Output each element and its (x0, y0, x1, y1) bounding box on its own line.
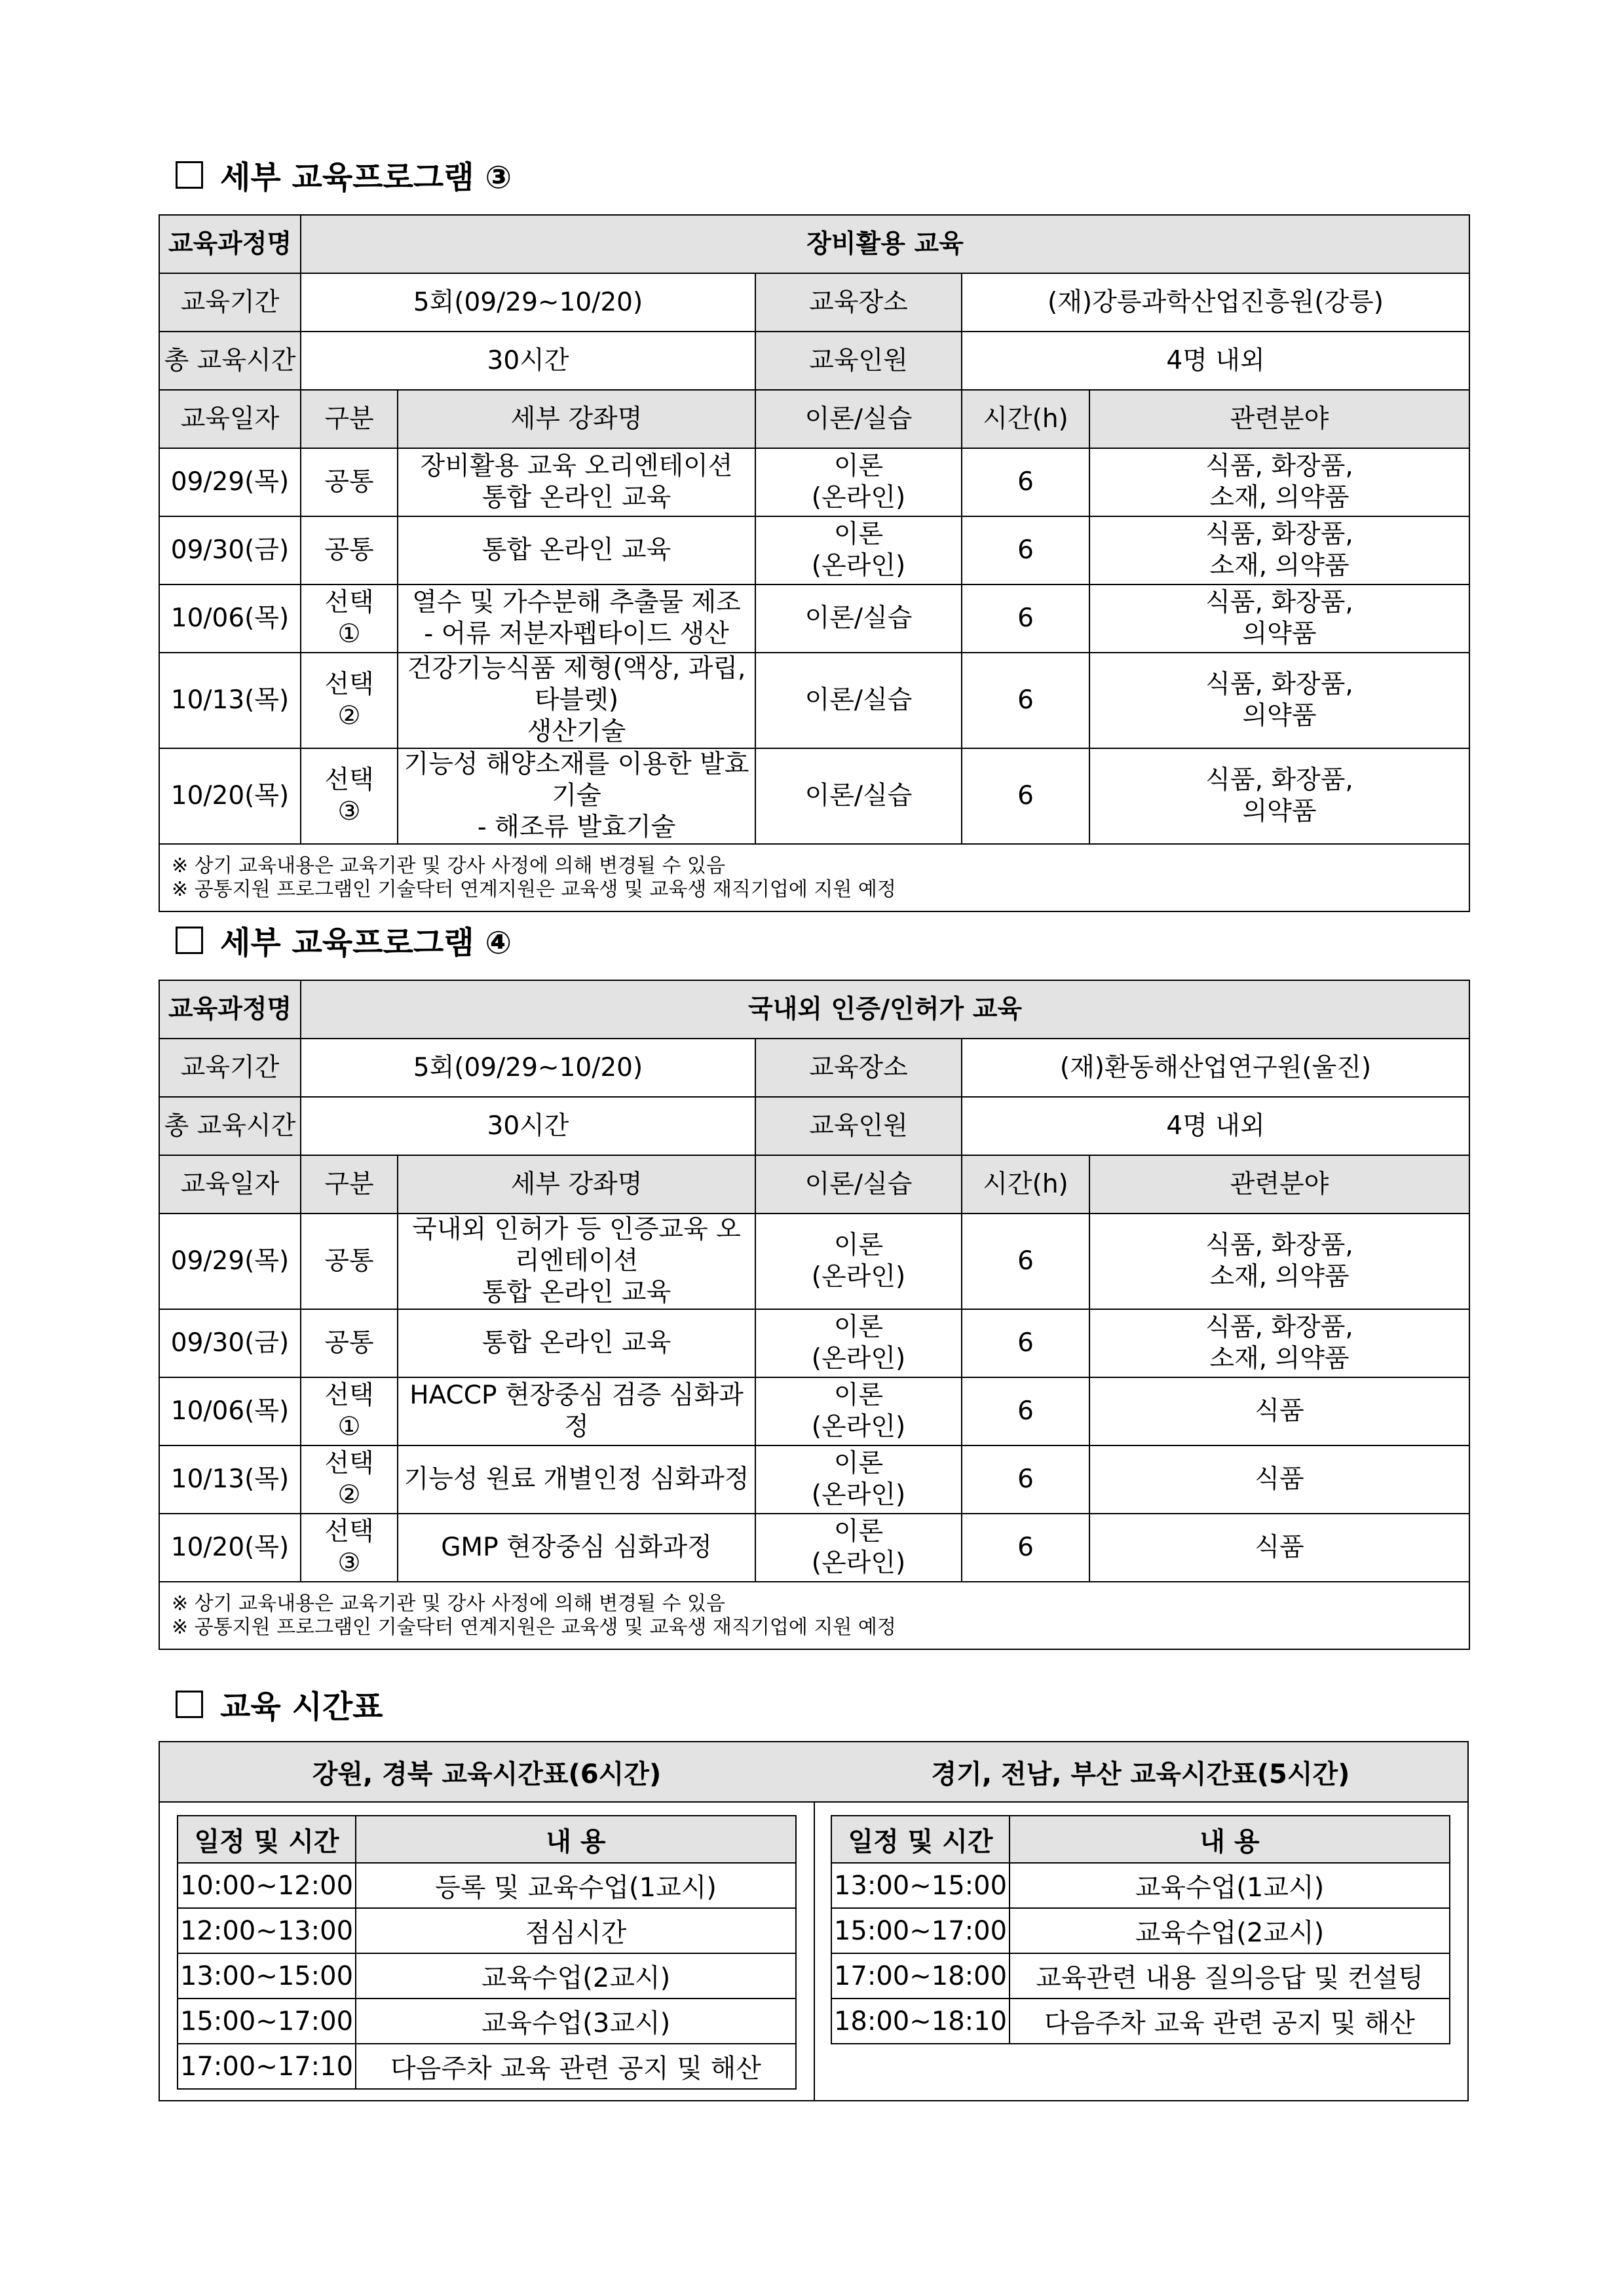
row-date: 10/06(목) (159, 584, 301, 653)
row-field: 식품, 화장품, 소재, 의약품 (1089, 1214, 1469, 1309)
row-title: 기능성 원료 개별인정 심화과정 (398, 1445, 755, 1514)
table-row (159, 1214, 1469, 1309)
row-type: 선택 ① (301, 1377, 398, 1445)
row-title: GMP 현장중심 심화과정 (398, 1514, 755, 1582)
row-hours: 6 (962, 1377, 1089, 1445)
timetable-right-title: 경기, 전남, 부산 교육시간표(5시간) (814, 1742, 1467, 1803)
table-note: ※ 상기 교육내용은 교육기관 및 강사 사정에 의해 변경될 수 있음 ※ 공통지원 프로그램인 기술닥터 연계지원은 교육생 및 교육생 재직기업에 지원 예정 (159, 1582, 1469, 1649)
row-field: 식품, 화장품, 소재, 의약품 (1089, 1309, 1469, 1377)
row-field: 식품, 화장품, 의약품 (1089, 653, 1469, 748)
table-row (159, 748, 1469, 844)
table-row (159, 1445, 1469, 1514)
total-hours-label: 총 교육시간 (159, 332, 301, 390)
row-hours: 6 (962, 653, 1089, 748)
row-mode: 이론 (온라인) (755, 1445, 962, 1514)
row-title: 통합 온라인 교육 (398, 1309, 755, 1377)
table-row (159, 584, 1469, 653)
row-date: 09/29(목) (159, 1214, 301, 1309)
place-label: 교육장소 (755, 273, 962, 332)
timetable-left-table (177, 1815, 797, 2090)
row-field: 식품, 화장품, 소재, 의약품 (1089, 516, 1469, 584)
row-type: 공통 (301, 516, 398, 584)
period-value: 5회(09/29~10/20) (301, 273, 755, 332)
row-title: HACCP 현장중심 검증 심화과정 (398, 1377, 755, 1445)
place-value: (재)강릉과학산업진흥원(강릉) (962, 273, 1469, 332)
table-row (159, 653, 1469, 748)
people-value: 4명 내외 (962, 1097, 1469, 1155)
table-note: ※ 상기 교육내용은 교육기관 및 강사 사정에 의해 변경될 수 있음 ※ 공통지원 프로그램인 기술닥터 연계지원은 교육생 및 교육생 재직기업에 지원 예정 (159, 844, 1469, 911)
table-row (159, 1377, 1469, 1445)
timetable-heading (176, 1681, 383, 1727)
total-hours-label: 총 교육시간 (159, 1097, 301, 1155)
period-value: 5회(09/29~10/20) (301, 1039, 755, 1097)
row-hours: 6 (962, 448, 1089, 516)
col-schedule-time: 일정 및 시간 (831, 1816, 1010, 1863)
table-row (159, 1309, 1469, 1377)
course-name-value: 국내외 인증/인허가 교육 (301, 980, 1469, 1039)
column-header-row (159, 1155, 1469, 1214)
row-type: 선택 ② (301, 1445, 398, 1514)
row-hours: 6 (962, 1514, 1089, 1582)
period-label: 교육기간 (159, 1039, 301, 1097)
row-type: 선택 ③ (301, 748, 398, 844)
row-title: 열수 및 가수분해 추출물 제조 - 어류 저분자펩타이드 생산 (398, 584, 755, 653)
row-mode: 이론 (온라인) (755, 1377, 962, 1445)
col-content: 내 용 (1010, 1816, 1450, 1863)
timetable-right (814, 1742, 1467, 2100)
col-lecture: 세부 강좌명 (398, 390, 755, 448)
course-name-label: 교육과정명 (159, 980, 301, 1039)
row-title: 장비활용 교육 오리엔테이션 통합 온라인 교육 (398, 448, 755, 516)
row-date: 10/06(목) (159, 1377, 301, 1445)
row-date: 10/13(목) (159, 653, 301, 748)
col-schedule-time: 일정 및 시간 (178, 1816, 356, 1863)
place-value: (재)환동해산업연구원(울진) (962, 1039, 1469, 1097)
table-row: 13:00~15:00 교육수업(1교시) (831, 1863, 1450, 1908)
timetable-left (160, 1742, 815, 2100)
row-hours: 6 (962, 1445, 1089, 1514)
table-row: 12:00~13:00 점심시간 (178, 1908, 796, 1953)
row-date: 09/29(목) (159, 448, 301, 516)
program-3-heading-text: 세부 교육프로그램 ③ (220, 159, 512, 196)
row-mode: 이론 (온라인) (755, 1309, 962, 1377)
table-row: 18:00~18:10 다음주차 교육 관련 공지 및 해산 (831, 1999, 1450, 2044)
col-field: 관련분야 (1089, 1155, 1469, 1214)
row-title: 통합 온라인 교육 (398, 516, 755, 584)
people-value: 4명 내외 (962, 332, 1469, 390)
table-row: 17:00~17:10 다음주차 교육 관련 공지 및 해산 (178, 2044, 796, 2089)
col-mode: 이론/실습 (755, 1155, 962, 1214)
row-field: 식품 (1089, 1445, 1469, 1514)
course-name-value: 장비활용 교육 (301, 215, 1469, 273)
program-4-heading-text: 세부 교육프로그램 ④ (220, 925, 512, 961)
row-type: 선택 ① (301, 584, 398, 653)
row-hours: 6 (962, 1214, 1089, 1309)
col-type: 구분 (301, 1155, 398, 1214)
col-date: 교육일자 (159, 1155, 301, 1214)
row-field: 식품 (1089, 1514, 1469, 1582)
program-4-heading (176, 917, 512, 963)
row-type: 선택 ② (301, 653, 398, 748)
row-mode: 이론 (온라인) (755, 516, 962, 584)
timetable-left-title: 강원, 경북 교육시간표(6시간) (160, 1742, 814, 1803)
table-row: 15:00~17:00 교육수업(3교시) (178, 1999, 796, 2044)
row-date: 09/30(금) (159, 1309, 301, 1377)
column-header-row (159, 390, 1469, 448)
row-hours: 6 (962, 516, 1089, 584)
program-3-table (159, 214, 1470, 912)
col-field: 관련분야 (1089, 390, 1469, 448)
col-content: 내 용 (356, 1816, 796, 1863)
period-label: 교육기간 (159, 273, 301, 332)
timetable-right-table (831, 1815, 1450, 2044)
table-row: 17:00~18:00 교육관련 내용 질의응답 및 컨설팅 (831, 1953, 1450, 1999)
table-row: 13:00~15:00 교육수업(2교시) (178, 1953, 796, 1999)
people-label: 교육인원 (755, 1097, 962, 1155)
total-hours-value: 30시간 (301, 1097, 755, 1155)
row-hours: 6 (962, 748, 1089, 844)
row-date: 10/20(목) (159, 748, 301, 844)
col-date: 교육일자 (159, 390, 301, 448)
table-row (159, 1514, 1469, 1582)
place-label: 교육장소 (755, 1039, 962, 1097)
timetable-heading-text: 교육 시간표 (220, 1689, 383, 1725)
row-type: 선택 ③ (301, 1514, 398, 1582)
row-date: 09/30(금) (159, 516, 301, 584)
row-title: 건강기능식품 제형(액상, 과립, 타블렛) 생산기술 (398, 653, 755, 748)
checkbox-square-icon (176, 161, 203, 189)
row-mode: 이론 (온라인) (755, 1514, 962, 1582)
row-mode: 이론/실습 (755, 748, 962, 844)
col-mode: 이론/실습 (755, 390, 962, 448)
row-field: 식품, 화장품, 의약품 (1089, 748, 1469, 844)
row-field: 식품, 화장품, 소재, 의약품 (1089, 448, 1469, 516)
row-field: 식품 (1089, 1377, 1469, 1445)
row-mode: 이론 (온라인) (755, 1214, 962, 1309)
row-date: 10/20(목) (159, 1514, 301, 1582)
program-4-table (159, 980, 1470, 1650)
table-row: 15:00~17:00 교육수업(2교시) (831, 1908, 1450, 1953)
row-type: 공통 (301, 1214, 398, 1309)
row-field: 식품, 화장품, 의약품 (1089, 584, 1469, 653)
total-hours-value: 30시간 (301, 332, 755, 390)
row-date: 10/13(목) (159, 1445, 301, 1514)
col-type: 구분 (301, 390, 398, 448)
row-type: 공통 (301, 448, 398, 516)
program-3-heading (176, 152, 512, 197)
timetable-container (159, 1741, 1469, 2101)
row-mode: 이론/실습 (755, 584, 962, 653)
checkbox-square-icon (176, 1691, 203, 1718)
table-row: 10:00~12:00 등록 및 교육수업(1교시) (178, 1863, 796, 1908)
row-type: 공통 (301, 1309, 398, 1377)
row-mode: 이론/실습 (755, 653, 962, 748)
table-row (159, 516, 1469, 584)
checkbox-square-icon (176, 927, 203, 954)
table-row (159, 448, 1469, 516)
row-hours: 6 (962, 584, 1089, 653)
col-hours: 시간(h) (962, 1155, 1089, 1214)
row-title: 국내외 인허가 등 인증교육 오리엔테이션 통합 온라인 교육 (398, 1214, 755, 1309)
people-label: 교육인원 (755, 332, 962, 390)
row-mode: 이론 (온라인) (755, 448, 962, 516)
col-hours: 시간(h) (962, 390, 1089, 448)
col-lecture: 세부 강좌명 (398, 1155, 755, 1214)
course-name-label: 교육과정명 (159, 215, 301, 273)
row-title: 기능성 해양소재를 이용한 발효기술 - 해조류 발효기술 (398, 748, 755, 844)
row-hours: 6 (962, 1309, 1089, 1377)
